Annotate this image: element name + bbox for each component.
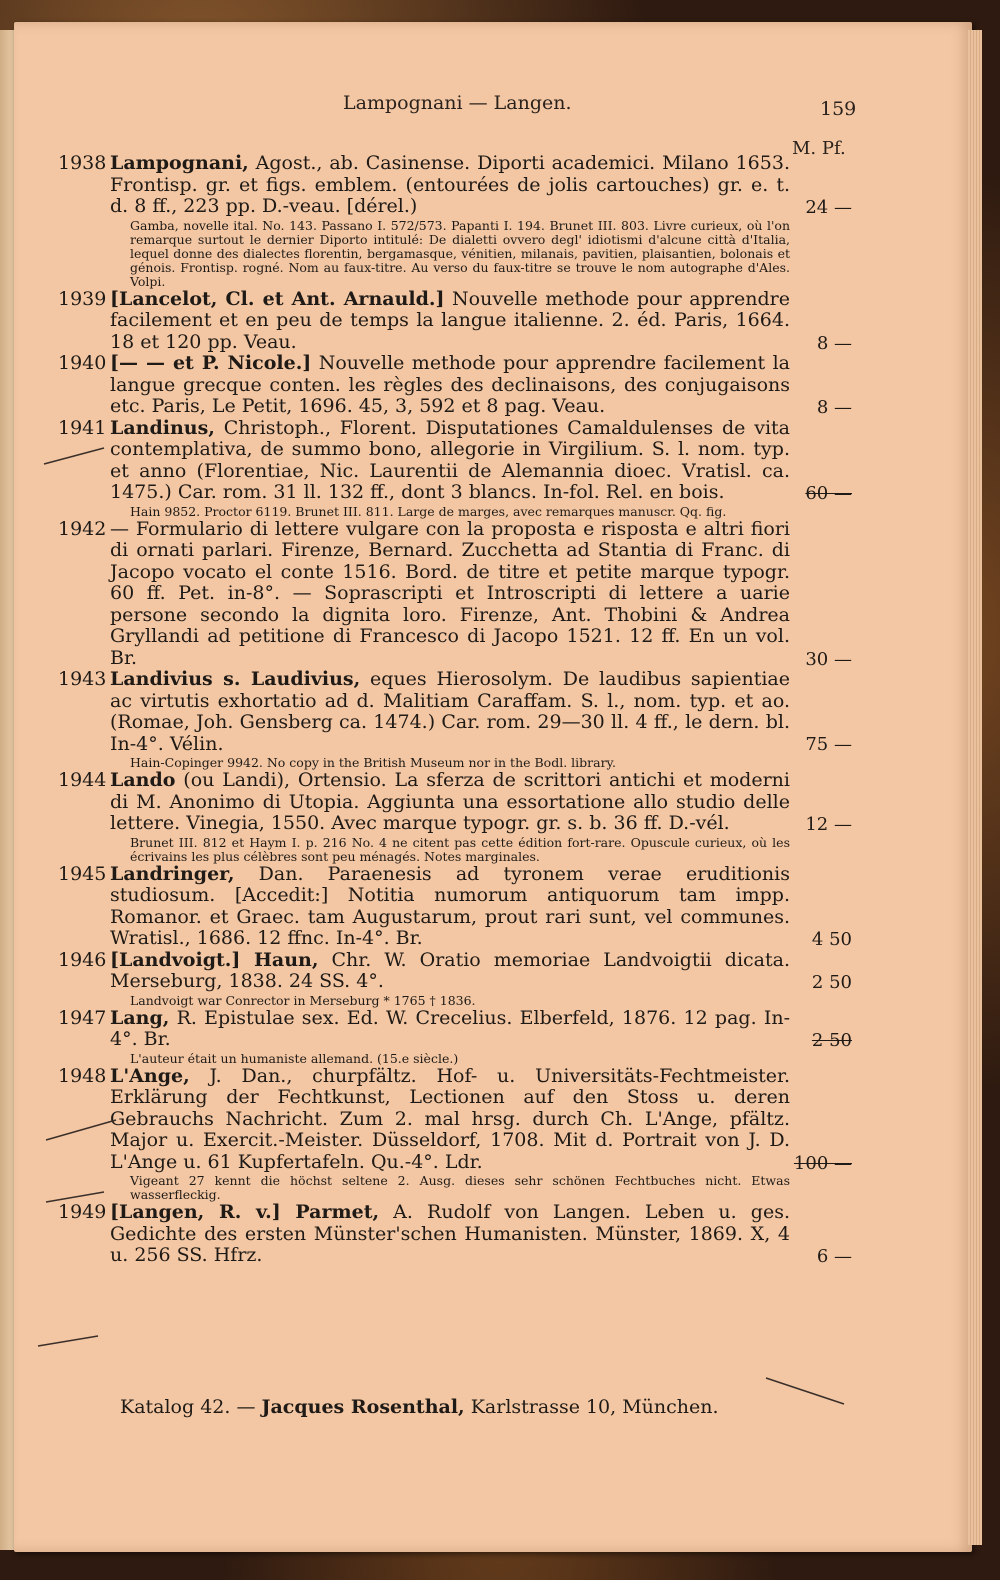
entry-note: Vigeant 27 kennt die höchst seltene 2. Ausg. dieses sehr schönen Fechtbuches nicht. Etwas wasserfleckig. <box>130 1173 790 1202</box>
page-number: 159 <box>820 98 857 120</box>
catalog-entry <box>58 287 852 354</box>
entry-note: Gamba, novelle ital. No. 143. Passano I. 572/573. Papanti I. 194. Brunet III. 803. Livre curieux, où l'on remarque surtout le dernier Diporto intitulé: De dialetti ovvero degl' idiotismi d'alcune città d'Italia, lequel donne des dialectes florentin, bergamasque, vénitien, milanais, pavitien, plaisantien, bolonais et génois. Frontisp. rogné. Nom au faux-titre. Au verso du faux-titre se trouve le nom autographe d'Ales. Volpi. <box>130 217 790 289</box>
entry-note: L'auteur était un humaniste allemand. (15.e siècle.) <box>130 1050 459 1066</box>
entry-description: Dan. Paraenesis ad tyronem verae eruditionis studiosum. [Accedit:] Notitia numorum antiquorum tam impp. Romanor. et Graec. tam Augustarum, prout rari sunt, vel communes. Wratisl., 1686. 12 ffnc. In-4°. Br. <box>110 862 790 949</box>
entry-price: 2 50 <box>811 1029 852 1051</box>
entry-number: 1938 <box>58 152 107 174</box>
catalog-entry <box>58 769 852 864</box>
entry-number: 1945 <box>58 862 107 885</box>
entry-description: — Formulario di lettere vulgare con la proposta e risposta e altri fiori di ornati parlari. Firenze, Bernard. Zucchetta ad Stantia di Franc. di Jacopo vocato el conte 1516. Bord. de titre et petite marque typogr. 60 ff. Pet. in-8°. — Soprascripti et Introscripti di lettere a uarie persone secondo la dignita loro. Firenze, Ant. Thobini & Andrea Gryllandi ad petitione di Francesco di Jacopo 1521. 12 ff. En un vol. Br. <box>110 517 790 669</box>
entry-price: 100 — <box>793 1152 852 1174</box>
entry-number: 1949 <box>58 1201 107 1223</box>
entry-author: [Landvoigt.] Haun, <box>110 948 319 971</box>
entry-author: [Langen, R. v.] Parmet, <box>110 1201 380 1223</box>
entry-description: Nouvelle methode pour apprendre facilement la langue grecque conten. les règles des declinaisons, des conjugaisons etc. Paris, Le Petit, 1696. 45, 3, 592 et 8 pag. Veau. <box>110 352 790 417</box>
entry-number: 1943 <box>58 668 107 690</box>
entry-price: 12 — <box>805 814 852 835</box>
catalog-entry <box>58 862 852 950</box>
entry-number: 1942 <box>58 517 107 540</box>
entry-description: A. Rudolf von Langen. Leben u. ges. Gedichte des ersten Münster'schen Humanisten. Münster, 1869. X, 4 u. 256 SS. Hfrz. <box>110 1201 790 1266</box>
entry-description: eques Hierosolym. De laudibus sapientiae ac virtutis exhortatio ad d. Malitiam Caraffam. S. l., nom. typ. et ao. (Romae, Joh. Gensberg ca. 1474.) Car. rom. 29—30 ll. 4 ff., le dern. bl. In-4°. Vélin. <box>110 668 790 755</box>
entry-author: Lando <box>110 769 176 791</box>
entry-price: 60 — <box>805 482 852 504</box>
entry-author: L'Ange, <box>110 1064 190 1087</box>
entry-note: Hain 9852. Proctor 6119. Brunet III. 811. Large de marges, avec remarques manuscr. Qq. fig. <box>130 503 727 519</box>
footer-publisher: Jacques Rosenthal, <box>261 1396 465 1418</box>
entry-price: 8 — <box>816 332 852 354</box>
catalog-entry <box>58 352 852 418</box>
entry-author: [— — et P. Nicole.] <box>110 352 312 374</box>
entry-author: [Lancelot, Cl. et Ant. Arnauld.] <box>110 287 445 310</box>
currency-heading: M. Pf. <box>792 138 846 159</box>
entry-note: Hain-Copinger 9942. No copy in the British Museum nor in the Bodl. library. <box>130 755 616 770</box>
entry-note: Landvoigt war Conrector in Merseburg * 1765 † 1836. <box>130 992 476 1008</box>
entry-number: 1947 <box>58 1006 107 1029</box>
entry-price: 75 — <box>805 734 852 755</box>
entry-author: Landinus, <box>110 416 215 439</box>
catalog-entry <box>58 416 852 519</box>
entry-author: Lampognani, <box>110 152 249 174</box>
entry-number: 1941 <box>58 416 107 439</box>
entry-author: Landivius s. Laudivius, <box>110 668 361 690</box>
catalog-entry <box>58 1201 852 1267</box>
entry-number: 1940 <box>58 352 107 374</box>
entry-price: 4 50 <box>811 928 852 950</box>
entry-author: Landringer, <box>110 862 235 885</box>
entry-number: 1948 <box>58 1064 107 1087</box>
entry-number: 1944 <box>58 769 107 791</box>
page-edges <box>968 30 982 1545</box>
entry-price: 30 — <box>805 648 852 670</box>
catalog-entry <box>58 948 852 1008</box>
entry-author: Lang, <box>110 1006 170 1029</box>
entry-description: R. Epistulae sex. Ed. W. Crecelius. Elberfeld, 1876. 12 pag. In-4°. Br. <box>110 1006 790 1050</box>
entry-description: (ou Landi), Ortensio. La sferza de scrittori antichi et moderni di M. Anonimo di Utopia. Aggiunta una essortatione allo studio delle lettere. Vinegia, 1550. Avec marque typogr. gr. s. b. 36 ff. D.-vél. <box>110 769 790 834</box>
catalog-entry <box>58 1064 852 1203</box>
catalog-entry <box>58 152 852 289</box>
entry-description: Nouvelle methode pour apprendre facilement et en peu de temps la langue italienne. 2. éd. Paris, 1664. 18 et 120 pp. Veau. <box>110 287 790 353</box>
entry-description: Agost., ab. Casinense. Diporti academici. Milano 1653. Frontisp. gr. et figs. emblem. (entourées de jolis cartouches) gr. e. t. d. 8 ff., 223 pp. D.-veau. [dérel.) <box>110 152 790 217</box>
catalog-entry <box>58 668 852 770</box>
entry-number: 1946 <box>58 948 107 971</box>
catalog-footer <box>120 1396 719 1418</box>
running-head: Lampognani — Langen. <box>343 92 572 114</box>
footer-address: Karlstrasse 10, München. <box>464 1396 719 1418</box>
entry-price: 2 50 <box>811 971 852 993</box>
catalog-entry <box>58 1006 852 1066</box>
entry-price: 24 — <box>805 197 852 218</box>
entry-description: J. Dan., churpfältz. Hof- u. Universitäts-Fechtmeister. Erklärung der Fechtkunst, Lectionen auf den Stoss u. deren Gebrauchs Nachricht. Zum 2. mal hrsg. durch Ch. L'Ange, pfältz. Major u. Exercit.-Meister. Düsseldorf, 1708. Mit d. Portrait von J. D. L'Ange u. 61 Kupfertafeln. Qu.-4°. Ldr. <box>110 1064 790 1173</box>
entry-description: Christoph., Florent. Disputationes Camaldulenses de vita contemplativa, de summo bono, allegorie in Virgilium. S. l. nom. typ. et anno (Florentiae, Nic. Laurentii de Alemannia dioec. Vratisl. ca. 1475.) Car. rom. 31 ll. 132 ff., dont 3 blancs. In-fol. Rel. en bois. <box>110 416 790 503</box>
entry-number: 1939 <box>58 287 107 310</box>
entry-price: 8 — <box>816 397 852 418</box>
entry-description: Chr. W. Oratio memoriae Landvoigtii dicata. Merseburg, 1838. 24 SS. 4°. <box>110 948 790 992</box>
entry-note: Brunet III. 812 et Haym I. p. 216 No. 4 ne citent pas cette édition fort-rare. Opuscule curieux, où les écrivains les plus célèbres sont peu ménagés. Notes marginales. <box>130 834 790 864</box>
catalog-entries <box>58 152 852 1267</box>
catalog-entry <box>58 517 852 670</box>
footer-prefix: Katalog 42. — <box>120 1396 262 1418</box>
entry-price: 6 — <box>816 1246 852 1267</box>
